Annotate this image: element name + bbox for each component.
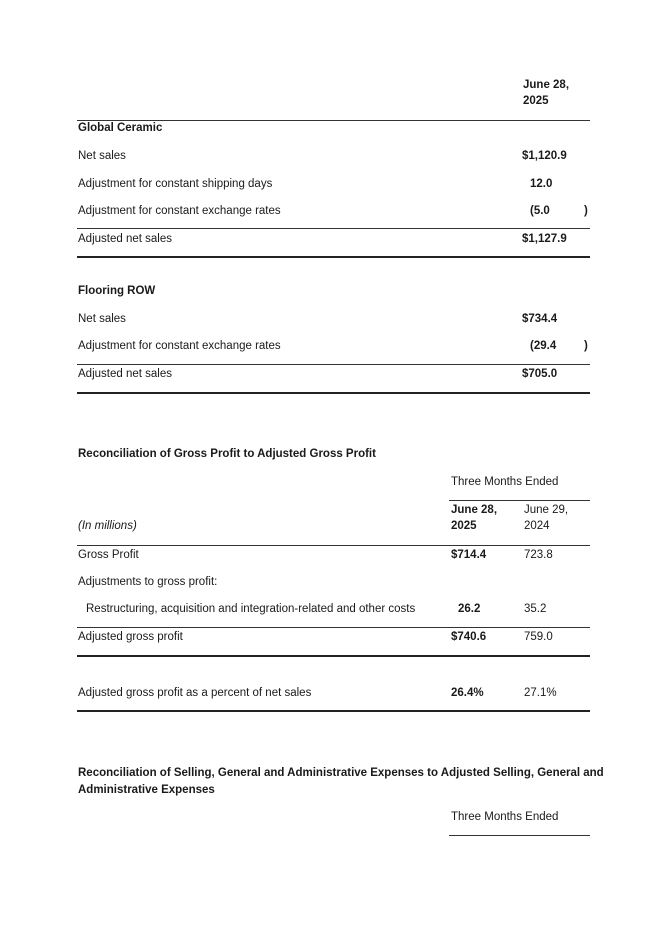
subtotal-rule <box>77 627 590 628</box>
subtotal-rule <box>77 364 590 365</box>
row-value: (5.0 <box>530 205 550 217</box>
col-header-date: June 29, <box>524 504 569 516</box>
row-label: Adjustment for constant exchange rates <box>78 340 281 352</box>
pct-value: 26.4% <box>451 687 484 699</box>
total-value: $705.0 <box>522 368 558 380</box>
total-value: 759.0 <box>524 631 553 643</box>
row-value: 26.2 <box>458 603 481 615</box>
col-header-date: June 28, <box>451 504 498 516</box>
segment-title-flooring-row: Flooring ROW <box>78 285 156 297</box>
col-header-year: 2024 <box>524 520 550 532</box>
row-value: $714.4 <box>451 549 487 561</box>
header-rule <box>77 545 590 546</box>
row-label: Net sales <box>78 150 126 162</box>
row-value-paren: ) <box>584 205 588 217</box>
col-header-year: 2025 <box>451 520 477 532</box>
pct-label: Adjusted gross profit as a percent of net sales <box>78 687 312 699</box>
total-rule <box>77 655 590 657</box>
row-label: Restructuring, acquisition and integration-related and other costs <box>86 603 416 615</box>
col-header-year: 2025 <box>523 95 549 107</box>
row-value: $734.4 <box>522 313 558 325</box>
total-label: Adjusted gross profit <box>78 631 183 643</box>
units-label: (In millions) <box>78 520 137 532</box>
period-header: Three Months Ended <box>451 476 559 488</box>
total-label: Adjusted net sales <box>78 233 172 245</box>
col-header-date: June 28, <box>523 79 570 91</box>
total-value: $1,127.9 <box>522 233 567 245</box>
total-rule <box>77 256 590 258</box>
total-rule <box>77 392 590 394</box>
row-label: Adjustment for constant exchange rates <box>78 205 281 217</box>
pct-rule <box>77 710 590 712</box>
total-value: $740.6 <box>451 631 487 643</box>
row-value: $1,120.9 <box>522 150 567 162</box>
row-label: Net sales <box>78 313 126 325</box>
period-header: Three Months Ended <box>451 811 559 823</box>
section-title-gross-profit: Reconciliation of Gross Profit to Adjusted Gross Profit <box>78 448 376 460</box>
row-label: Adjustments to gross profit: <box>78 576 218 588</box>
row-value: 35.2 <box>524 603 547 615</box>
segment-title-global-ceramic: Global Ceramic <box>78 122 163 134</box>
header-rule <box>77 120 590 121</box>
row-value-paren: ) <box>584 340 588 352</box>
subtotal-rule <box>77 228 590 229</box>
row-label: Adjustment for constant shipping days <box>78 178 273 190</box>
row-value: 723.8 <box>524 549 553 561</box>
row-label: Gross Profit <box>78 549 139 561</box>
section-title-sga: Reconciliation of Selling, General and Administrative Expenses to Adjusted Selling, General and <box>78 767 604 779</box>
total-label: Adjusted net sales <box>78 368 172 380</box>
pct-value: 27.1% <box>524 687 557 699</box>
row-value: (29.4 <box>530 340 557 352</box>
row-value: 12.0 <box>530 178 553 190</box>
period-rule <box>449 835 590 836</box>
period-rule <box>449 500 590 501</box>
section-title-sga-cont: Administrative Expenses <box>78 784 215 796</box>
